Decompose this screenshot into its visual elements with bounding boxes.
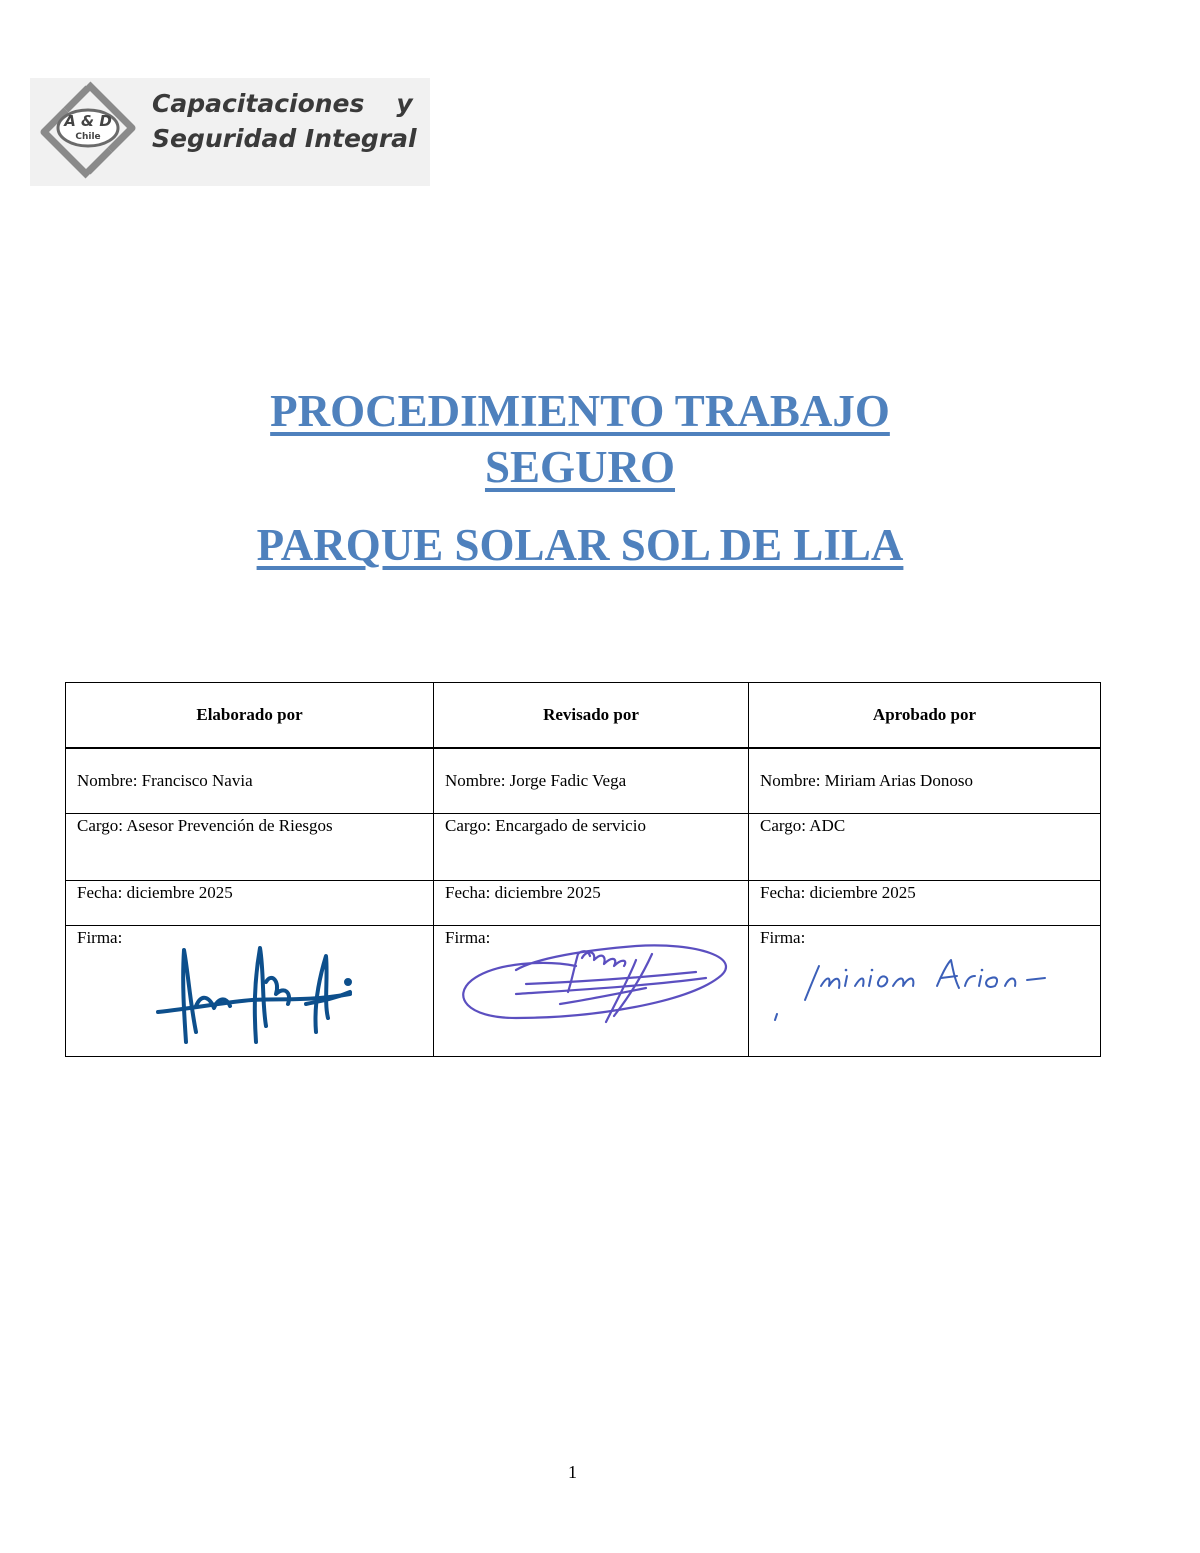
table-row-nombre xyxy=(66,748,1101,814)
document-title-line-1: PROCEDIMIENTO TRABAJO xyxy=(270,386,890,436)
document-subtitle: PARQUE SOLAR SOL DE LILA xyxy=(256,520,904,570)
cell-firma-revisado xyxy=(434,926,749,1057)
table-row-firma xyxy=(66,926,1101,1057)
cell-fecha-aprobado: Fecha: diciembre 2025 xyxy=(749,881,1101,926)
signature-miriam-icon xyxy=(769,946,1069,1026)
cell-cargo-revisado: Cargo: Encargado de servicio xyxy=(434,814,749,881)
document-title-line-2: SEGURO xyxy=(484,442,676,492)
cell-nombre-revisado: Nombre: Jorge Fadic Vega xyxy=(434,748,749,814)
page-number: 1 xyxy=(568,1462,577,1482)
logo-line-1-suffix: y xyxy=(396,89,413,118)
cell-nombre-aprobado: Nombre: Miriam Arias Donoso xyxy=(749,748,1101,814)
logo-mark-subtext: Chile xyxy=(75,132,101,142)
logo-line-2: Seguridad Integral xyxy=(152,124,417,153)
logo-mark-text: A & D xyxy=(64,112,112,130)
firma-label: Firma: xyxy=(77,928,123,947)
cell-cargo-elaborado: Cargo: Asesor Prevención de Riesgos xyxy=(66,814,434,881)
header-aprobado: Aprobado por xyxy=(749,683,1101,749)
cell-firma-elaborado xyxy=(66,926,434,1057)
firma-label: Firma: xyxy=(760,928,806,947)
table-row-fecha xyxy=(66,881,1101,926)
company-logo xyxy=(30,78,430,186)
cell-fecha-revisado: Fecha: diciembre 2025 xyxy=(434,881,749,926)
logo-wordmark xyxy=(152,86,417,156)
cell-firma-aprobado xyxy=(749,926,1101,1057)
header-elaborado: Elaborado por xyxy=(66,683,434,749)
cell-fecha-elaborado: Fecha: diciembre 2025 xyxy=(66,881,434,926)
signature-francisco-icon xyxy=(156,942,356,1052)
approval-table xyxy=(65,682,1101,1057)
cell-cargo-aprobado: Cargo: ADC xyxy=(749,814,1101,881)
table-header-row xyxy=(66,683,1101,749)
header-revisado: Revisado por xyxy=(434,683,749,749)
signature-jorge-icon xyxy=(456,932,726,1028)
logo-mark-icon xyxy=(36,80,140,180)
cell-nombre-elaborado: Nombre: Francisco Navia xyxy=(66,748,434,814)
logo-line-1: Capacitaciones xyxy=(152,89,365,118)
firma-label: Firma: xyxy=(445,928,491,947)
table-row-cargo xyxy=(66,814,1101,881)
